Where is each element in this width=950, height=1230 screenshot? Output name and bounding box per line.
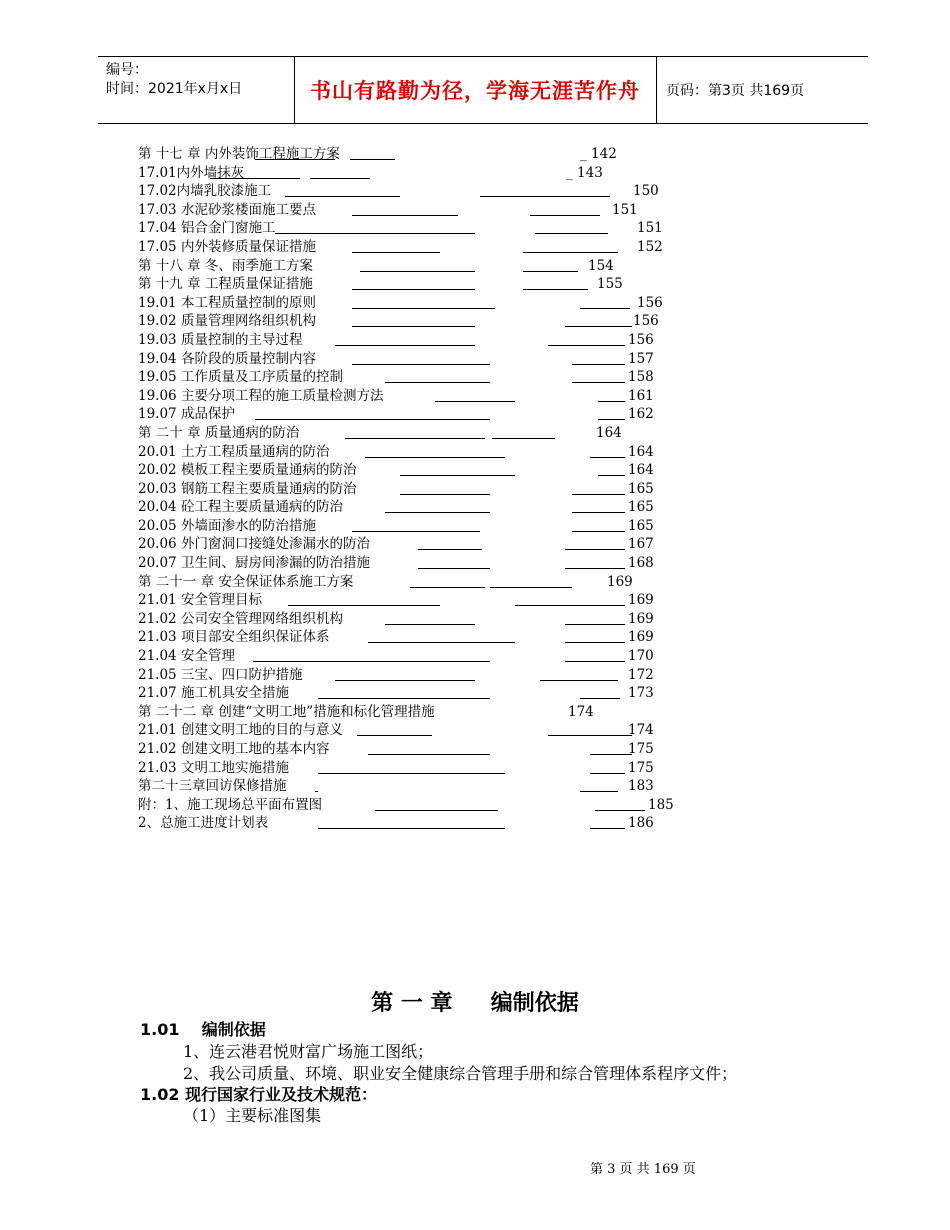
toc-leader-line bbox=[385, 512, 490, 513]
toc-entry[interactable] bbox=[138, 647, 698, 666]
toc-entry[interactable] bbox=[138, 238, 698, 257]
toc-entry-title: 第 二十 章 质量通病的防治 bbox=[138, 424, 300, 441]
toc-leader-line bbox=[523, 271, 578, 272]
toc-entry[interactable] bbox=[138, 591, 698, 610]
toc-leader-line bbox=[385, 624, 475, 625]
toc-entry[interactable] bbox=[138, 294, 698, 313]
toc-entry[interactable] bbox=[138, 443, 698, 462]
toc-entry-title: 21.03 项目部安全组织保证体系 bbox=[138, 629, 330, 646]
toc-entry[interactable] bbox=[138, 461, 698, 480]
toc-leader-line bbox=[418, 549, 482, 550]
toc-entry-title: 20.06 外门窗洞口接缝处渗漏水的防治 bbox=[138, 536, 370, 553]
toc-leader-line bbox=[318, 828, 505, 829]
toc-entry[interactable] bbox=[138, 387, 698, 406]
toc-entry-title: 第二十三章回访保修措施 bbox=[138, 778, 287, 795]
toc-leader-line bbox=[418, 568, 490, 569]
toc-entry-page: 155 bbox=[597, 276, 623, 293]
toc-entry[interactable] bbox=[138, 182, 698, 201]
toc-leader-line bbox=[345, 438, 485, 439]
toc-entry-title: 20.05 外墙面渗水的防治措施 bbox=[138, 517, 316, 534]
toc-entry-page: 170 bbox=[628, 648, 654, 665]
toc-entry[interactable] bbox=[138, 684, 698, 703]
toc-entry-title: 19.05 工作质量及工序质量的控制 bbox=[138, 369, 343, 386]
toc-entry-page: 156 bbox=[628, 331, 654, 348]
toc-entry-page: 183 bbox=[628, 778, 654, 795]
toc-entry-page: 174 bbox=[568, 703, 594, 720]
toc-entry-page: 186 bbox=[628, 815, 654, 832]
toc-leader-line bbox=[352, 252, 440, 253]
body-paragraph: （1）主要标准图集 bbox=[183, 1106, 322, 1125]
toc-entry[interactable] bbox=[138, 350, 698, 369]
toc-entry-title: 21.04 安全管理 bbox=[138, 648, 235, 665]
toc-leader-line bbox=[318, 698, 490, 699]
toc-entry[interactable] bbox=[138, 740, 698, 759]
toc-leader-line bbox=[288, 605, 440, 606]
header-motto: 书山有路勤为径，学海无涯苦作舟 bbox=[310, 79, 640, 103]
toc-entry-title: 17.05 内外装修质量保证措施 bbox=[138, 238, 316, 255]
toc-leader-line bbox=[368, 754, 490, 755]
toc-leader-line bbox=[565, 568, 625, 569]
toc-entry-title: 19.03 质量控制的主导过程 bbox=[138, 331, 303, 348]
toc-entry-page: 156 bbox=[633, 313, 659, 330]
body-paragraph: 2、我公司质量、环境、职业安全健康综合管理手册和综合管理体系程序文件； bbox=[183, 1064, 738, 1083]
toc-entry[interactable] bbox=[138, 703, 698, 722]
toc-entry-page: 174 bbox=[628, 722, 654, 739]
toc-entry-title: 20.07 卫生间、厨房间渗漏的防治措施 bbox=[138, 555, 370, 572]
serial-label: 编号： bbox=[106, 62, 148, 78]
toc-entry[interactable] bbox=[138, 573, 698, 592]
toc-leader-line bbox=[335, 345, 475, 346]
toc-entry-page: 164 bbox=[628, 462, 654, 479]
toc-leader-line bbox=[523, 289, 588, 290]
toc-entry-title: 17.03 水泥砂浆楼面施工要点 bbox=[138, 201, 316, 218]
toc-entry[interactable] bbox=[138, 517, 698, 536]
toc-leader-line bbox=[385, 382, 490, 383]
toc-entry-page: 175 bbox=[628, 741, 654, 757]
header-divider bbox=[656, 57, 657, 123]
toc-leader-line bbox=[572, 364, 625, 365]
toc-entry-title: 19.01 本工程质量控制的原则 bbox=[138, 294, 316, 311]
toc-leader-line bbox=[352, 215, 458, 216]
toc-leader-line bbox=[492, 438, 555, 439]
toc-entry[interactable] bbox=[138, 535, 698, 554]
table-of-contents bbox=[138, 145, 698, 833]
toc-leader-line bbox=[368, 642, 515, 643]
toc-entry-title: 第 二十一 章 安全保证体系施工方案 bbox=[138, 573, 354, 590]
toc-entry-page: 168 bbox=[628, 555, 654, 572]
toc-leader-line bbox=[352, 289, 475, 290]
toc-leader-line bbox=[598, 475, 625, 476]
toc-leader-line bbox=[515, 605, 625, 606]
toc-entry-page: 158 bbox=[628, 369, 654, 386]
toc-leader-line bbox=[275, 233, 475, 234]
toc-entry-page: 150 bbox=[633, 183, 659, 200]
toc-entry[interactable] bbox=[138, 368, 698, 387]
toc-entry[interactable] bbox=[138, 275, 698, 294]
toc-entry-page: 169 bbox=[628, 610, 654, 627]
toc-leader-line bbox=[590, 754, 632, 755]
toc-entry-title: 17.04 铝合金门窗施工 bbox=[138, 220, 276, 237]
toc-leader-line bbox=[400, 494, 490, 495]
toc-leader-line bbox=[400, 475, 515, 476]
toc-entry-title: 附：1、施工现场总平面布置图 bbox=[138, 796, 323, 813]
toc-entry[interactable] bbox=[138, 312, 698, 331]
toc-entry-page: 165 bbox=[628, 480, 654, 497]
section-heading: 1.02 现行国家行业及技术规范： bbox=[140, 1085, 378, 1104]
toc-leader-line bbox=[435, 401, 515, 402]
toc-entry-page: 169 bbox=[628, 629, 654, 646]
toc-entry-page: _ 142 bbox=[580, 146, 617, 162]
toc-leader-line bbox=[490, 587, 572, 588]
toc-entry-page: 165 bbox=[628, 517, 654, 534]
toc-entry[interactable] bbox=[138, 480, 698, 499]
toc-leader-line bbox=[523, 252, 618, 253]
toc-leader-line bbox=[548, 735, 632, 736]
toc-entry[interactable] bbox=[138, 814, 698, 833]
toc-entry[interactable] bbox=[138, 257, 698, 276]
toc-entry-page: 162 bbox=[628, 406, 654, 423]
toc-leader-line bbox=[315, 791, 318, 792]
toc-entry-page: 169 bbox=[628, 592, 654, 609]
toc-leader-line bbox=[253, 661, 490, 662]
toc-leader-line bbox=[580, 308, 630, 309]
toc-entry-title: 21.05 三宝、四口防护措施 bbox=[138, 666, 303, 683]
toc-entry-page: 151 bbox=[637, 220, 663, 237]
toc-leader-line bbox=[285, 196, 400, 197]
toc-leader-line bbox=[580, 698, 620, 699]
time-label: 时间：2021年x月x日 bbox=[106, 81, 243, 97]
toc-leader-line bbox=[335, 680, 475, 681]
chapter-title: 第 一 章 编制依据 bbox=[371, 991, 579, 1016]
toc-entry-page: 165 bbox=[628, 499, 654, 516]
toc-entry-title: 20.03 钢筋工程主要质量通病的防治 bbox=[138, 480, 357, 497]
toc-leader-line bbox=[572, 494, 625, 495]
toc-leader-line bbox=[565, 549, 625, 550]
toc-entry-page: 161 bbox=[628, 387, 654, 404]
toc-entry[interactable] bbox=[138, 424, 698, 443]
toc-entry-page: 154 bbox=[588, 257, 614, 274]
toc-leader-line bbox=[318, 773, 505, 774]
toc-entry-page: 185 bbox=[648, 796, 674, 813]
toc-entry-title: 第 十八 章 冬、雨季施工方案 bbox=[138, 257, 313, 274]
toc-leader-line bbox=[255, 419, 490, 420]
toc-entry-title: 20.02 模板工程主要质量通病的防治 bbox=[138, 462, 357, 479]
toc-entry[interactable] bbox=[138, 498, 698, 517]
toc-entry[interactable] bbox=[138, 145, 698, 164]
toc-entry-title: 第 十九 章 工程质量保证措施 bbox=[138, 276, 313, 293]
page-header bbox=[98, 56, 868, 124]
toc-entry-title: 19.02 质量管理网络组织机构 bbox=[138, 313, 316, 330]
toc-entry-title: 17.02内墙乳胶漆施工 bbox=[138, 183, 272, 200]
toc-entry[interactable] bbox=[138, 201, 698, 220]
toc-entry-page: 175 bbox=[628, 759, 654, 776]
page-footer: 第 3 页 共 169 页 bbox=[590, 1162, 696, 1177]
toc-entry-title: 21.01 安全管理目标 bbox=[138, 592, 262, 609]
toc-entry-title: 2、总施工进度计划表 bbox=[138, 815, 269, 832]
toc-entry-title: 21.02 创建文明工地的基本内容 bbox=[138, 741, 330, 757]
toc-entry-title: 21.03 文明工地实施措施 bbox=[138, 759, 289, 776]
toc-leader-line bbox=[360, 271, 475, 272]
toc-entry-title: 21.01 创建文明工地的目的与意义 bbox=[138, 722, 343, 739]
toc-leader-line bbox=[350, 159, 395, 160]
toc-entry-page: 167 bbox=[628, 536, 654, 553]
toc-leader-line bbox=[352, 326, 475, 327]
toc-leader-line bbox=[540, 680, 618, 681]
toc-entry[interactable] bbox=[138, 759, 698, 778]
toc-entry-title: 第 二十二 章 创建“文明工地”措施和标化管理措施 bbox=[138, 703, 435, 720]
toc-entry-title: 21.07 施工机具安全措施 bbox=[138, 685, 289, 702]
toc-entry[interactable] bbox=[138, 666, 698, 685]
toc-leader-line bbox=[565, 624, 625, 625]
toc-leader-line bbox=[598, 419, 625, 420]
toc-entry[interactable] bbox=[138, 554, 698, 573]
toc-entry-page: 152 bbox=[637, 238, 663, 255]
body-paragraph: 1、连云港君悦财富广场施工图纸； bbox=[183, 1042, 434, 1061]
toc-leader-line bbox=[530, 215, 600, 216]
toc-leader-line bbox=[565, 326, 632, 327]
toc-leader-line bbox=[352, 531, 480, 532]
toc-leader-line bbox=[255, 159, 335, 160]
toc-entry-title: 第 十七 章 内外装饰工程施工方案 bbox=[138, 146, 340, 162]
toc-entry[interactable] bbox=[138, 610, 698, 629]
toc-entry[interactable] bbox=[138, 721, 698, 740]
toc-entry[interactable] bbox=[138, 796, 698, 815]
toc-leader-line bbox=[310, 178, 370, 179]
header-page-info: 页码：第3页 共169页 bbox=[666, 83, 805, 99]
toc-entry-page: _ 143 bbox=[566, 164, 603, 181]
toc-leader-line bbox=[590, 773, 625, 774]
toc-leader-line bbox=[572, 512, 625, 513]
toc-leader-line bbox=[535, 233, 608, 234]
toc-leader-line bbox=[210, 178, 300, 179]
toc-entry-page: 169 bbox=[607, 573, 633, 590]
toc-entry-title: 17.01内外墙抹灰 bbox=[138, 164, 245, 181]
toc-leader-line bbox=[365, 457, 505, 458]
toc-entry[interactable] bbox=[138, 628, 698, 647]
toc-leader-line bbox=[572, 531, 625, 532]
toc-leader-line bbox=[352, 308, 495, 309]
toc-leader-line bbox=[548, 345, 625, 346]
toc-entry-title: 19.04 各阶段的质量控制内容 bbox=[138, 350, 316, 367]
toc-entry[interactable] bbox=[138, 164, 698, 183]
toc-leader-line bbox=[590, 457, 625, 458]
toc-leader-line bbox=[480, 196, 610, 197]
toc-leader-line bbox=[352, 364, 490, 365]
toc-entry-page: 164 bbox=[628, 443, 654, 460]
toc-entry-title: 21.02 公司安全管理网络组织机构 bbox=[138, 610, 343, 627]
toc-entry-page: 156 bbox=[637, 294, 663, 311]
toc-entry-page: 157 bbox=[628, 350, 654, 367]
toc-entry[interactable] bbox=[138, 777, 698, 796]
toc-leader-line bbox=[375, 810, 498, 811]
toc-leader-line bbox=[580, 791, 618, 792]
toc-entry-page: 173 bbox=[628, 685, 654, 702]
toc-leader-line bbox=[572, 382, 625, 383]
toc-leader-line bbox=[590, 828, 625, 829]
toc-entry[interactable] bbox=[138, 405, 698, 424]
toc-entry-page: 164 bbox=[596, 424, 622, 441]
toc-entry-title: 19.06 主要分项工程的施工质量检测方法 bbox=[138, 387, 384, 404]
toc-entry-page: 172 bbox=[628, 666, 654, 683]
toc-entry-title: 20.01 土方工程质量通病的防治 bbox=[138, 443, 330, 460]
toc-leader-line bbox=[357, 735, 432, 736]
header-meta bbox=[106, 61, 296, 99]
toc-entry[interactable] bbox=[138, 331, 698, 350]
toc-leader-line bbox=[595, 810, 645, 811]
toc-entry-page: 151 bbox=[612, 201, 638, 218]
toc-leader-line bbox=[410, 587, 485, 588]
section-heading: 1.01 编制依据 bbox=[140, 1020, 266, 1039]
toc-entry-title: 19.07 成品保护 bbox=[138, 406, 235, 423]
toc-leader-line bbox=[565, 661, 625, 662]
toc-leader-line bbox=[565, 642, 625, 643]
toc-entry[interactable] bbox=[138, 219, 698, 238]
toc-entry-title: 20.04 砼工程主要质量通病的防治 bbox=[138, 499, 343, 516]
toc-leader-line bbox=[598, 401, 625, 402]
